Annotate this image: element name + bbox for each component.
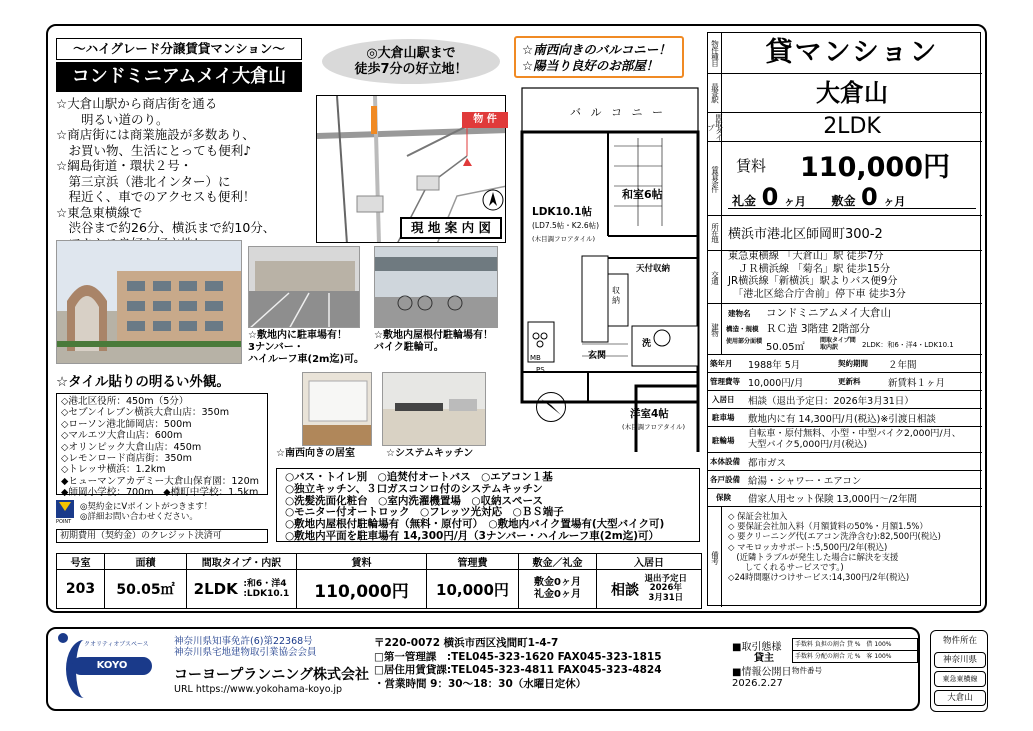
- stamp-line: 東急東横線: [934, 671, 986, 687]
- built-label: 築年月: [710, 359, 733, 368]
- layout-type: 2LDK: [193, 579, 238, 598]
- bike: 自転車・原付無料、小型・中型バイク2,000円/月、 大型バイク5,000円/月(税込): [748, 428, 961, 450]
- contract: ２年間: [888, 360, 917, 371]
- label-type: 間取タイプ: [706, 114, 724, 140]
- label-notes: 備考: [708, 507, 722, 607]
- move-in: [597, 570, 702, 609]
- label-building: 建物: [708, 304, 722, 354]
- room-number: 203: [57, 570, 105, 609]
- move-in-note-3: 3月31日: [648, 592, 684, 603]
- movein-label: 入居日: [712, 395, 735, 404]
- fp-ldk-label: LDK10.1帖: [532, 206, 592, 218]
- license-line-1: 神奈川県知事免許(6)第22368号: [174, 636, 313, 647]
- mgmt: 10,000円/月: [748, 378, 804, 389]
- station-catch-line-1: ◎大倉山駅まで: [366, 46, 456, 61]
- label-address: 所在地: [708, 216, 722, 250]
- notes: ◇ 保証会社加入 ◇ 要保証会社加入料（月額賃料の50%・月額1.5%） ◇ 要クリーニング代(エアコン洗浄含む):82,500円(税込) ◇ マモロッカサポート:5,500円/2年(税込) (近隣トラブルが発生した場合に解決を支援 してくれるサービスです。) ◇24時間駆けつけサービス:14,300円/2年(税込): [728, 511, 941, 583]
- key-money-label: 礼金: [732, 194, 757, 208]
- summary-header: 面積: [105, 554, 187, 570]
- stamp-panel: [930, 630, 988, 712]
- divider: [708, 354, 982, 355]
- fp-entrance: 玄関: [588, 351, 607, 361]
- summary-header: 敷金／礼金: [519, 554, 597, 570]
- key-money-number: 0: [761, 183, 779, 211]
- divider: [708, 141, 982, 142]
- fp-yoshitsu-label: 洋室4帖: [630, 408, 669, 420]
- structure-label: 構造・規模: [726, 325, 759, 333]
- move-in-note-1: 退出予定日: [644, 573, 688, 584]
- balcony-catch-line-2: ☆陽当り良好のお部屋！: [522, 58, 659, 73]
- divider: [708, 408, 982, 409]
- management-fee: 10,000円: [427, 570, 519, 609]
- layout-detail-1: :和6・洋4: [243, 579, 287, 590]
- layout-type-large: 2LDK: [823, 114, 881, 139]
- balcony-callout: [514, 36, 684, 78]
- building-name: コンドミニアムメイ大倉山: [766, 307, 892, 319]
- rent-label: 賃料: [736, 157, 767, 175]
- deposit-value: 敷金0ヶ月: [534, 577, 581, 588]
- fee-row: 手数料 負担の割合 貸 % 借 100%: [792, 638, 918, 651]
- movein: 相談（退出予定日：2026年3月31日）: [748, 396, 914, 407]
- company-url[interactable]: URL https://www.yokohama-koyo.jp: [174, 684, 343, 695]
- card-note-2: ◎詳細お問い合わせください。: [80, 512, 198, 522]
- deposit-number: 0: [861, 183, 878, 211]
- exterior-photo: [56, 240, 242, 364]
- fp-ps: PS: [536, 366, 545, 374]
- compass-icon: [536, 392, 566, 422]
- intro-text: ☆大倉山駅から商店街を通る 明るい道のり。 ☆商店街には商業施設が多数あり、 お買い物、生活にとっても便利♪ ☆綱島街道・環状２号・ 第三京浜（港北インター）に 程近く、車でのアクセスも便利！ ☆東急東横線で 渋谷まで約26分、横浜まで約10分、: [56, 96, 276, 235]
- building-name-banner: コンドミニアムメイ大倉山: [56, 62, 302, 92]
- label-station: 最寄駅: [708, 74, 722, 112]
- card-note-1: ◎契約金にVポイントがつきます！: [80, 502, 213, 512]
- balcony-catch-line-1: ☆南西向きのバルコニー！: [522, 42, 671, 57]
- logo-dot: [58, 633, 68, 643]
- divider: [708, 390, 982, 391]
- nearby-facilities: ◇港北区役所：450m（5分） ◇セブンイレブン横浜大倉山店：350m ◇ローソン港北師岡店：500m ◇マルエツ大倉山店：600m ◇オリンピック大倉山店：450m ◇レモンロード商店街：350m ◇トレッサ横浜：1.2km ◆ヒューマンアカデミー大倉山保育園：120m ◆師岡小学校：700m ◆樽町中学校：1.5km: [56, 393, 268, 495]
- summary-header-row: [57, 554, 702, 570]
- transport: 東急東横線 「大倉山」駅 徒歩7分 ＪＲ横浜線 「菊名」駅 徒歩15分 JR横浜線「新横浜」駅よりバス便9分 「港北区総合庁舎前」停下車 徒歩3分: [728, 251, 906, 300]
- fee-table: [792, 638, 918, 676]
- stamp-title: 物件所在: [942, 636, 977, 646]
- renewal-label: 更新料: [838, 377, 861, 386]
- kitchen-photo: [382, 372, 486, 446]
- features-list: ○バス・トイレ別 ○追焚付オートバス ○エアコン１基 ○独立キッチン、３口ガスコンロ付のシステムキッチン ○洗髪洗面化粧台 ○室内洗濯機置場 ○収納スペース ○モニター付オートロック ○フレッツ光対応 ○ＢＳ端子 ○敷地内屋根付駐輪場有（無料・原付可） ○敷地内バイク置場有(大型バイク可) ○敷地内平面を駐車場有 14,300円/月（3ナンバー・ハイルーフ車(2m迄)可）: [276, 468, 700, 542]
- parking-caption: ☆敷地内に駐車場有！ 3ナンバー・ ハイルーフ車(2m迄)可。: [248, 330, 365, 365]
- map-property-tag: 物 件: [462, 112, 508, 128]
- parking-photo: [248, 246, 360, 328]
- summary-header: 賃料: [297, 554, 427, 570]
- info-panel: [707, 32, 981, 606]
- structure: ＲＣ造 3階建 2階部分: [766, 323, 871, 335]
- room-layout: [187, 570, 297, 609]
- room-area: 50.05㎡: [105, 570, 187, 609]
- equip: 給湯・シャワー・エアコン: [748, 476, 862, 487]
- key-money-value: 礼金0ヶ月: [534, 589, 581, 600]
- divider: [708, 452, 982, 453]
- published-label: ■情報公開日: [732, 667, 792, 678]
- summary-header: 間取タイプ・内訳: [187, 554, 297, 570]
- station-catch-line-2: 徒歩7分の好立地！: [354, 62, 468, 77]
- fp-ceiling-storage: 天付収納: [636, 264, 671, 274]
- rent-value: 110,000円: [297, 570, 427, 609]
- stamp-prefecture: 神奈川県: [934, 652, 986, 668]
- initial-fee-note: 初期費用（契約金）のクレジット決済可: [56, 529, 268, 543]
- map-label: 現 地 案 内 図: [400, 217, 502, 239]
- rent-large: 110,000円: [800, 152, 950, 183]
- fp-yoshitsu-floor: (木目調フロアタイル): [622, 423, 685, 431]
- bname-label: 建物名: [728, 309, 751, 318]
- fee-row: 手数料 分配の割合 元 % 客 100%: [792, 651, 918, 663]
- address: 横浜市港北区師岡町300-2: [728, 227, 883, 242]
- deposit-unit: ヶ月: [883, 195, 906, 208]
- fp-ldk-detail: (LD7.5帖・K2.6帖): [532, 221, 600, 230]
- divider: [708, 215, 982, 216]
- fp-mb: MB: [530, 354, 541, 362]
- key-money-unit: ヶ月: [783, 195, 806, 208]
- company-name: コーヨープランニング株式会社: [174, 667, 370, 683]
- layout-detail-2: :LDK10.1: [243, 589, 290, 600]
- deal-label: ■取引態様: [732, 642, 782, 653]
- label-kind: 物件種目: [708, 33, 722, 73]
- stamp-station: 大倉山: [934, 690, 986, 706]
- bike-label: 駐輪場: [712, 436, 735, 445]
- deal-block: [732, 642, 791, 689]
- area-label: 使用部分面積: [726, 338, 763, 345]
- move-in-value: 相談: [610, 582, 639, 598]
- sub-catch: ～ハイグレード分譲賃貸マンション～: [56, 38, 302, 60]
- deposit-key-money: [519, 570, 597, 609]
- license-block: [174, 636, 317, 658]
- station-bubble: [322, 39, 500, 84]
- divider: [708, 506, 982, 507]
- summary-header: 管理費: [427, 554, 519, 570]
- bike-caption: ☆敷地内屋根付駐輪場有！ バイク駐輪可。: [374, 330, 493, 353]
- layout-detail: [243, 579, 289, 599]
- parking: 敷地内に有 14,300円/月(税込)※引渡日相談: [748, 414, 936, 425]
- v-point-icon: [56, 500, 74, 518]
- summary-table: [56, 553, 702, 609]
- exterior-caption: ☆タイル貼りの明るい外観。: [56, 374, 230, 390]
- nearest-station: 大倉山: [816, 79, 888, 107]
- office-hours: ・営業時間 9：30～18：30（水曜日定休）: [374, 677, 587, 690]
- office-address: 〒220-0072 横浜市西区浅間町1-4-7: [374, 637, 559, 649]
- license-line-2: 神奈川県宅地建物取引業協会会員: [174, 647, 317, 658]
- divider: [708, 372, 982, 373]
- office-block: [374, 637, 662, 691]
- summary-header: 入居日: [597, 554, 702, 570]
- office-line-2: □居住用賃貸課:TEL045-323-4811 FAX045-323-4824: [374, 664, 662, 676]
- gas-label: 本体設備: [710, 457, 740, 466]
- living-caption: ☆南西向きの居室: [276, 448, 355, 459]
- mgmt-label: 管理費等: [710, 377, 740, 386]
- fp-balcony-label: バ ル コ ニ ー: [570, 106, 666, 119]
- equip-label: 各戸設備: [710, 475, 740, 484]
- deal-type: 貸主: [754, 653, 774, 664]
- living-photo: [302, 372, 372, 446]
- fp-storage: 収納: [612, 286, 620, 305]
- move-in-note-2: 2026年: [649, 583, 682, 594]
- office-line-1: □第一管理課 :TEL045-323-1620 FAX045-323-1815: [374, 650, 662, 663]
- divider: [708, 426, 982, 427]
- divider: [708, 488, 982, 489]
- layout-breakdown: 2LDK：和6・洋4・LDK10.1: [862, 341, 954, 349]
- divider: [708, 303, 982, 304]
- summary-header: 号室: [57, 554, 105, 570]
- fp-washitsu-label: 和室6帖: [622, 188, 663, 201]
- insurance: 借家人用セット保険 13,000円～/2年間: [748, 494, 918, 505]
- bike-photo: [374, 246, 498, 328]
- label-terms: 賃貸条件: [708, 142, 722, 215]
- point-label: POINT: [56, 519, 72, 525]
- deposit-label: 敷金: [831, 194, 856, 208]
- logo-tag: クオリティオブスペース: [84, 641, 149, 648]
- summary-row: [57, 570, 702, 609]
- card-notes: [80, 502, 212, 522]
- divider: [708, 470, 982, 471]
- floor-plan: [512, 86, 706, 452]
- built: 1988年 5月: [748, 360, 801, 371]
- contract-label: 契約期間: [838, 359, 868, 368]
- parking-label: 駐車場: [712, 413, 735, 422]
- fp-wash: 洗: [642, 339, 652, 349]
- logo-pill: KOYO PLANNING: [72, 657, 152, 675]
- label-transport: 交通: [708, 251, 722, 303]
- deposit-line: [728, 183, 976, 209]
- renewal: 新賃料１ヶ月: [888, 378, 946, 389]
- published-date: 2026.2.27: [732, 678, 783, 689]
- kitchen-caption: ☆システムキッチン: [386, 448, 474, 459]
- gas: 都市ガス: [748, 458, 787, 469]
- area: 50.05㎡: [766, 342, 805, 353]
- property-number-label: 物件番号: [792, 666, 822, 675]
- move-in-note: [645, 575, 688, 604]
- fp-ldk-floor: (木目調フロアタイル): [532, 235, 595, 243]
- insurance-label: 保険: [716, 493, 731, 502]
- property-kind: 貸マンション: [765, 37, 939, 68]
- layout-label: 間取タイプ間取内訳: [820, 337, 856, 351]
